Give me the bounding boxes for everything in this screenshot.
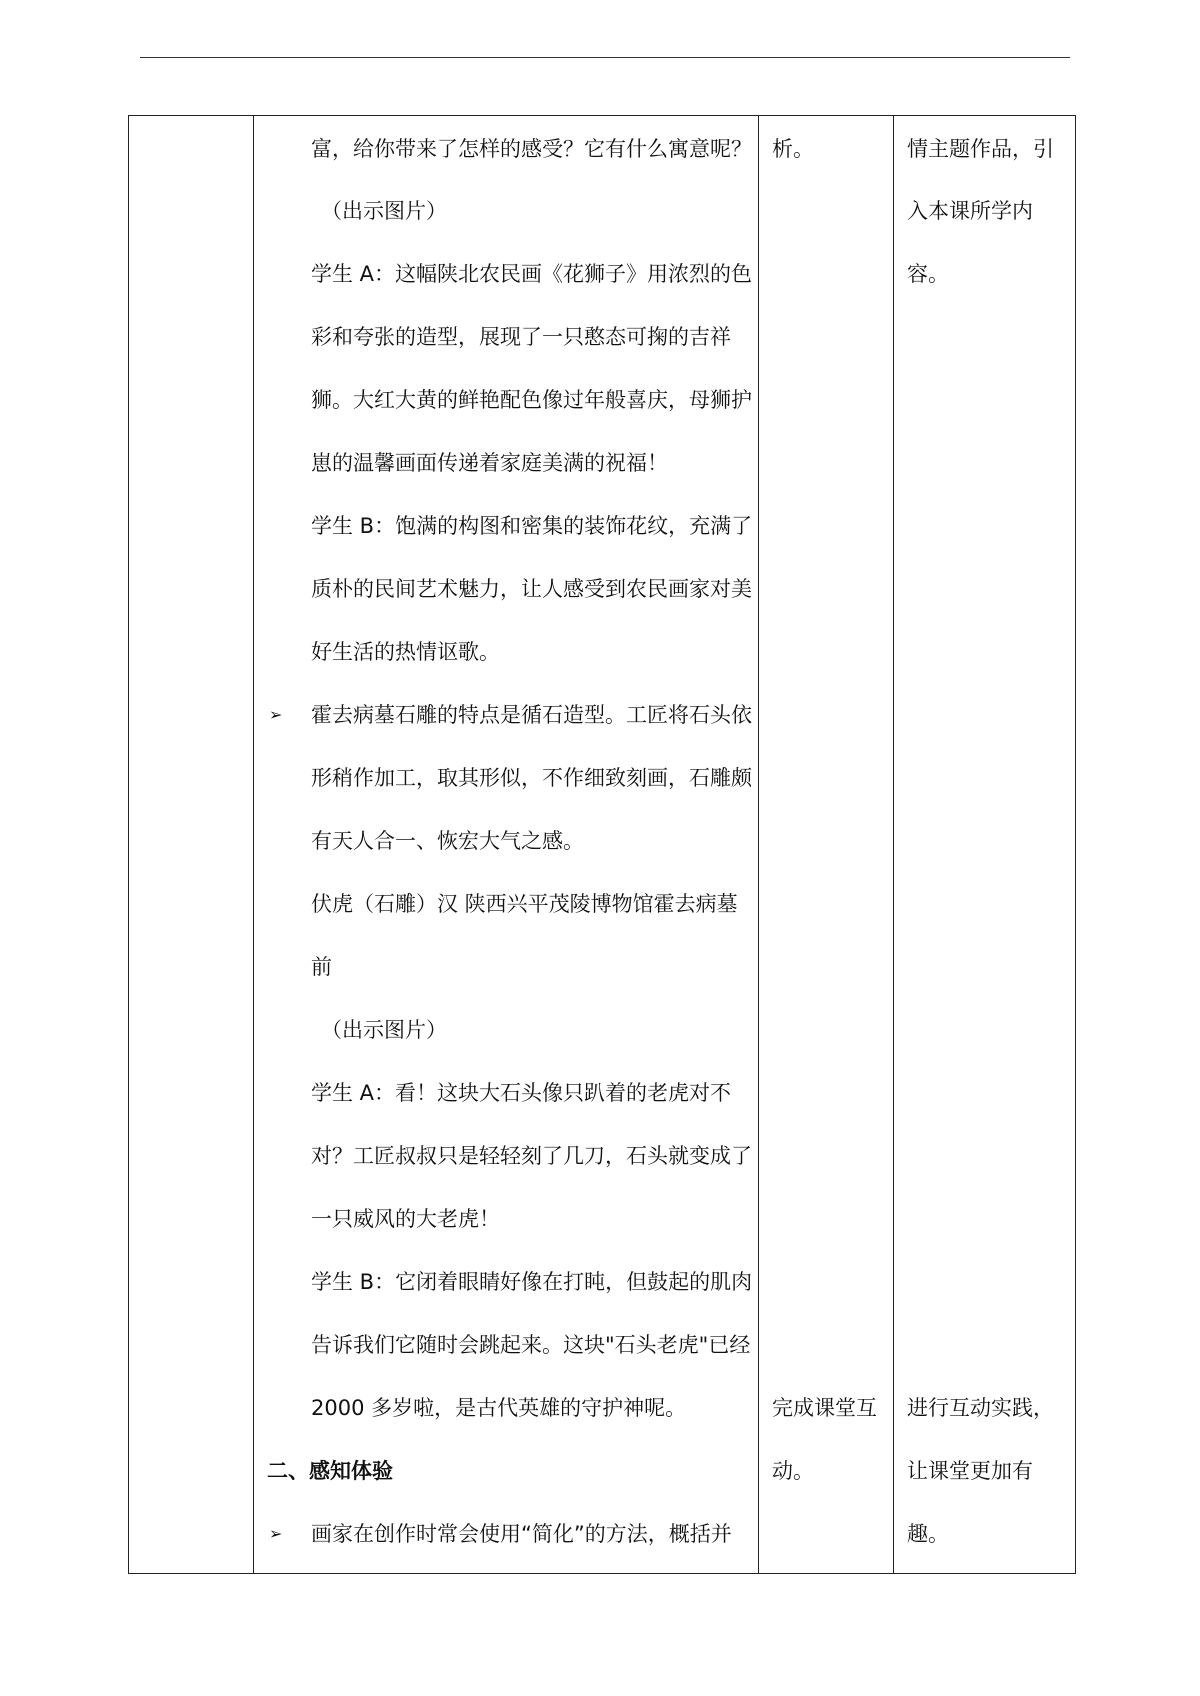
text-line: 一只威风的大老虎！	[311, 1207, 500, 1231]
text-line: 霍去病墓石雕的特点是循石造型。工匠将石头依	[311, 703, 752, 727]
bullet-arrow-icon: ➢	[269, 1524, 283, 1543]
text-line: 狮。大红大黄的鲜艳配色像过年般喜庆，母狮护	[311, 388, 752, 412]
text-line: 伏虎（石雕）汉 陕西兴平茂陵博物馆霍去病墓	[311, 892, 738, 916]
column-divider	[253, 116, 254, 1573]
column-divider	[758, 116, 759, 1573]
column-divider	[893, 116, 894, 1573]
design-intent-column	[895, 116, 1075, 1573]
header-rule	[140, 57, 1070, 58]
bullet-arrow-icon: ➢	[269, 705, 283, 724]
text-line: 学生 A：这幅陕北农民画《花狮子》用浓烈的色	[311, 262, 753, 286]
text-line: 画家在创作时常会使用“简化”的方法，概括并	[311, 1522, 732, 1546]
text-line: 析。	[772, 137, 814, 161]
text-line: 崽的温馨画面传递着家庭美满的祝福！	[311, 451, 668, 475]
text-line: 完成课堂互	[772, 1396, 877, 1420]
student-activity-column	[760, 116, 892, 1573]
text-line: 告诉我们它随时会跳起来。这块"石头老虎"已经	[311, 1333, 751, 1357]
text-line: （出示图片）	[321, 1018, 447, 1042]
text-line: 学生 B：饱满的构图和密集的装饰花纹，充满了	[311, 514, 753, 538]
text-line: 有天人合一、恢宏大气之感。	[311, 829, 584, 853]
text-line: 2000 多岁啦，是古代英雄的守护神呢。	[311, 1396, 687, 1420]
text-line: 富，给你带来了怎样的感受？它有什么寓意呢？	[311, 137, 752, 161]
text-line: 学生 B：它闭着眼睛好像在打盹，但鼓起的肌肉	[311, 1270, 753, 1294]
text-line: （出示图片）	[321, 199, 447, 223]
text-line: 学生 A：看！这块大石头像只趴着的老虎对不	[311, 1081, 732, 1105]
text-line: 好生活的热情讴歌。	[311, 640, 500, 664]
text-line: 形稍作加工，取其形似，不作细致刻画，石雕颇	[311, 766, 752, 790]
text-line: 动。	[772, 1459, 814, 1483]
text-line: 对？工匠叔叔只是轻轻刻了几刀，石头就变成了	[311, 1144, 752, 1168]
section-heading: 二、感知体验	[267, 1459, 393, 1483]
lesson-plan-table	[128, 115, 1076, 1574]
text-line: 彩和夸张的造型，展现了一只憨态可掬的吉祥	[311, 325, 731, 349]
teaching-process-column	[255, 116, 757, 1573]
text-line: 前	[311, 955, 332, 979]
text-line: 入本课所学内	[907, 199, 1033, 223]
text-line: 质朴的民间艺术魅力，让人感受到农民画家对美	[311, 577, 752, 601]
text-line: 让课堂更加有	[907, 1459, 1033, 1483]
text-line: 趣。	[907, 1522, 949, 1546]
text-line: 情主题作品，引	[907, 137, 1054, 161]
text-line: 容。	[907, 262, 949, 286]
text-line: 进行互动实践，	[907, 1396, 1054, 1420]
